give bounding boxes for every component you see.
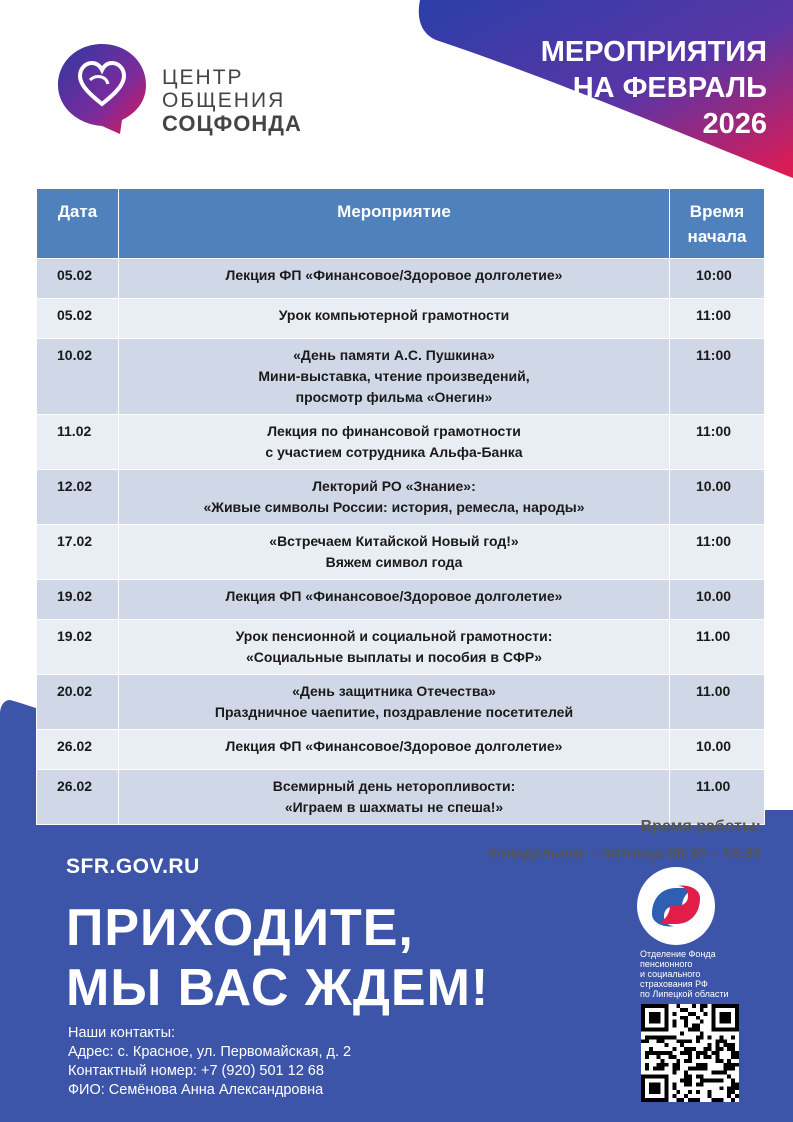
event-description (119, 470, 670, 525)
contacts-block (68, 1024, 351, 1100)
event-date: 20.02 (37, 675, 119, 730)
event-line: Урок компьютерной грамотности (278, 307, 510, 323)
table-row (37, 299, 765, 339)
event-line: Всемирный день неторопливости: (272, 778, 516, 794)
title-line-2: НА ФЕВРАЛЬ (572, 72, 767, 104)
table-row (37, 620, 765, 675)
event-description (119, 299, 670, 339)
event-line: «Живые символы России: история, ремесла, народы» (203, 499, 585, 515)
sfr-caption-line: пенсионного (640, 959, 693, 969)
event-time: 11.00 (670, 675, 765, 730)
contacts-address: Адрес: с. Красное, ул. Первомайская, д. 2 (68, 1044, 352, 1060)
sfr-caption (640, 949, 729, 999)
event-line: «День памяти А.С. Пушкина» (293, 347, 495, 363)
event-line: Лекция ФП «Финансовое/Здоровое долголетие» (225, 267, 563, 283)
table-row (37, 525, 765, 580)
event-line: Лекторий РО «Знание»: (312, 478, 476, 494)
event-time: 11.00 (670, 770, 765, 825)
event-description (119, 675, 670, 730)
qr-code[interactable] (641, 1004, 739, 1102)
event-date: 05.02 (37, 299, 119, 339)
event-description (119, 580, 670, 620)
contacts-title: Наши контакты: (68, 1025, 176, 1041)
contacts-phone: Контактный номер: +7 (920) 501 12 68 (68, 1063, 324, 1079)
header-time-line-1: Время (689, 202, 745, 221)
page-title (541, 34, 767, 142)
event-description (119, 770, 670, 825)
logo-line-1: ЦЕНТР (162, 66, 244, 89)
event-time: 10.00 (670, 730, 765, 770)
event-line: «День защитника Отечества» (292, 683, 496, 699)
event-time: 10.00 (670, 580, 765, 620)
event-date: 19.02 (37, 580, 119, 620)
slogan-line-2: МЫ ВАС ЖДЕМ! (66, 959, 490, 1017)
event-date: 11.02 (37, 415, 119, 470)
event-description (119, 730, 670, 770)
table-body (37, 259, 765, 825)
event-line: Урок пенсионной и социальной грамотности: (235, 628, 553, 644)
table-header-row (37, 189, 765, 259)
event-time: 11:00 (670, 299, 765, 339)
event-date: 05.02 (37, 259, 119, 299)
hours-label: Время работы: (640, 818, 761, 835)
sfr-caption-line: и социального (640, 969, 701, 979)
slogan-line-1: ПРИХОДИТЕ, (66, 899, 414, 957)
events-table (36, 188, 765, 825)
event-date: 12.02 (37, 470, 119, 525)
event-line: просмотр фильма «Онегин» (295, 389, 493, 405)
table-row (37, 415, 765, 470)
event-line: Лекция по финансовой грамотности (267, 423, 521, 439)
title-line-3: 2026 (702, 108, 767, 140)
event-date: 17.02 (37, 525, 119, 580)
event-description (119, 259, 670, 299)
center-logo-icon (52, 40, 152, 136)
header-date: Дата (37, 189, 119, 259)
logo-line-3: СОЦФОНДА (162, 111, 302, 136)
sfr-caption-line: по Липецкой области (640, 989, 729, 999)
event-line: Лекция ФП «Финансовое/Здоровое долголетие» (225, 738, 563, 754)
event-line: Праздничное чаепитие, поздравление посетителей (214, 704, 574, 720)
event-line: «Социальные выплаты и пособия в СФР» (245, 649, 543, 665)
header-time-line-2: начала (687, 227, 747, 246)
event-line: с участием сотрудника Альфа-Банка (265, 444, 523, 460)
event-line: Вяжем символ года (325, 554, 463, 570)
table-row (37, 259, 765, 299)
title-line-1: МЕРОПРИЯТИЯ (540, 36, 767, 68)
event-date: 26.02 (37, 770, 119, 825)
event-date: 10.02 (37, 339, 119, 415)
table-row (37, 580, 765, 620)
event-line: Мини-выставка, чтение произведений, (258, 368, 530, 384)
hours-value: понедельник – пятница 08:30 – 16:30 (487, 845, 761, 862)
logo-line-2: ОБЩЕНИЯ (162, 89, 286, 112)
event-line: «Встречаем Китайской Новый год!» (269, 533, 519, 549)
sfr-logo-icon (636, 866, 716, 946)
event-description (119, 620, 670, 675)
event-description (119, 339, 670, 415)
table-row (37, 730, 765, 770)
event-line: Лекция ФП «Финансовое/Здоровое долголетие» (225, 588, 563, 604)
site-link[interactable]: SFR.GOV.RU (66, 855, 200, 878)
table-row (37, 675, 765, 730)
slogan (66, 898, 489, 1018)
event-time: 10.00 (670, 470, 765, 525)
event-date: 26.02 (37, 730, 119, 770)
event-time: 11.00 (670, 620, 765, 675)
table-row (37, 770, 765, 825)
sfr-caption-line: страхования РФ (640, 979, 708, 989)
header-time (670, 189, 765, 259)
header-event: Мероприятие (119, 189, 670, 259)
event-description (119, 525, 670, 580)
table-row (37, 339, 765, 415)
event-line: «Играем в шахматы не спеша!» (284, 799, 504, 815)
event-description (119, 415, 670, 470)
event-time: 11:00 (670, 415, 765, 470)
contacts-person: ФИО: Семёнова Анна Александровна (68, 1082, 324, 1098)
table-row (37, 470, 765, 525)
center-logo-text (162, 66, 302, 135)
event-time: 11:00 (670, 525, 765, 580)
event-time: 10:00 (670, 259, 765, 299)
sfr-caption-line: Отделение Фонда (640, 949, 716, 959)
event-date: 19.02 (37, 620, 119, 675)
event-time: 11:00 (670, 339, 765, 415)
